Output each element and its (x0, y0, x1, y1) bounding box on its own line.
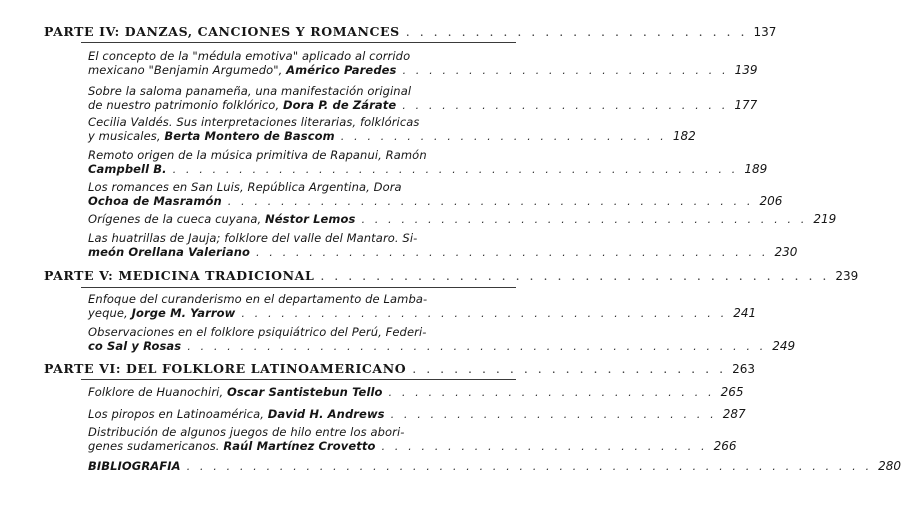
entry-author: Néstor Lemos (265, 212, 356, 226)
dot-leader: . . . . . . . . . . . . . . . . . . . . . . . . . (388, 385, 715, 399)
entry-line1: Observaciones en el folklore psiquiátrico del Perú, Federi- (88, 325, 427, 339)
section-rule (81, 287, 516, 288)
page-number: 139 (734, 63, 758, 77)
dot-leader: . . . . . . . . . . . . . . . . . . . . . . . . . . . . . . . . . . . . . . . . (227, 194, 754, 208)
entry-author: Campbell B. (88, 162, 167, 176)
page-number: 230 (774, 245, 798, 259)
toc-entry (88, 407, 746, 421)
toc-entry (88, 231, 798, 259)
toc-entry (88, 459, 901, 473)
entry-author: Dora P. de Zárate (282, 98, 397, 112)
page-number: 249 (772, 339, 796, 353)
page-number: 266 (713, 439, 737, 453)
toc-entry (88, 148, 768, 176)
entry-line1: Las huatrillas de Jauja; folklore del valle del Mantaro. Si- (88, 231, 418, 245)
entry-line1: Cecilia Valdés. Sus interpretaciones literarias, folklóricas (88, 115, 420, 129)
page-number: 137 (753, 25, 777, 39)
entry-line1: Enfoque del curanderismo en el departamento de Lamba- (88, 292, 428, 306)
entry-author: Ochoa de Masramón (88, 194, 222, 208)
toc-entry (88, 115, 696, 143)
dot-leader: . . . . . . . . . . . . . . . . . . . . . . . . . (402, 63, 729, 77)
page-number: 189 (744, 162, 768, 176)
entry-line1: Remoto origen de la música primitiva de Rapanui, Ramón (88, 148, 427, 162)
entry-author: David H. Andrews (267, 407, 385, 421)
entry-title: y musicales, (88, 129, 161, 143)
dot-leader: . . . . . . . . . . . . . . . . . . . . . . . . . . . . . . . . . . . . . (241, 306, 728, 320)
toc-entry (88, 84, 758, 112)
page-number: 241 (733, 306, 757, 320)
entry-author: Oscar Santistebun Tello (226, 385, 383, 399)
bibliography-label: BIBLIOGRAFIA (88, 459, 181, 473)
entry-author: meón Orellana Valeriano (88, 245, 250, 259)
page-number: 177 (734, 98, 758, 112)
page-number: 287 (722, 407, 746, 421)
dot-leader: . . . . . . . . . . . . . . . . . . . . . . . . . (402, 98, 729, 112)
section-heading (44, 268, 859, 283)
entry-line1: Sobre la saloma panameña, una manifestación original (88, 84, 412, 98)
page-number: 265 (720, 385, 744, 399)
page-number: 219 (813, 212, 837, 226)
entry-title: Folklore de Huanochiri, (88, 385, 224, 399)
dot-leader: . . . . . . . . . . . . . . . . . . . . . . . . . . . . . . . . . . . . . . . . . . . . . . . . . . . . (186, 459, 873, 473)
section-title: PARTE V: MEDICINA TRADICIONAL (44, 268, 315, 283)
toc-entry (88, 385, 744, 399)
entry-author: co Sal y Rosas (88, 339, 182, 353)
toc-entry (88, 425, 737, 453)
section-rule (81, 42, 516, 43)
entry-line1: El concepto de la "médula emotiva" aplicado al corrido (88, 49, 411, 63)
entry-author: Raúl Martínez Crovetto (223, 439, 376, 453)
entry-title: genes sudamericanos. (88, 439, 220, 453)
toc-entry (88, 180, 783, 208)
page-number: 182 (672, 129, 696, 143)
dot-leader: . . . . . . . . . . . . . . . . . . . . . . . . . (405, 24, 748, 39)
entry-title: mexicano "Benjamin Argumedo", (88, 63, 283, 77)
section-rule (81, 379, 516, 380)
entry-title: de nuestro patrimonio folklórico, (88, 98, 280, 112)
section-title: PARTE VI: DEL FOLKLORE LATINOAMERICANO (44, 361, 407, 376)
dot-leader: . . . . . . . . . . . . . . . . . . . . . . . . . . . . . . . . . . . . . (320, 268, 830, 283)
dot-leader: . . . . . . . . . . . . . . . . . . . . . . . . . (381, 439, 708, 453)
dot-leader: . . . . . . . . . . . . . . . . . . . . . . . . . (340, 129, 667, 143)
toc-entry (88, 212, 837, 226)
dot-leader: . . . . . . . . . . . . . . . . . . . . . . . (412, 361, 727, 376)
section-heading (44, 361, 755, 376)
entry-title: yeque, (88, 306, 128, 320)
entry-author: Berta Montero de Bascom (164, 129, 335, 143)
entry-line1: Distribución de algunos juegos de hilo entre los abori- (88, 425, 405, 439)
toc-entry (88, 292, 757, 320)
dot-leader: . . . . . . . . . . . . . . . . . . . . . . . . . . . . . . . . . . . . . . . . . . . . (187, 339, 767, 353)
page-number: 206 (759, 194, 783, 208)
toc-entry (88, 49, 758, 77)
dot-leader: . . . . . . . . . . . . . . . . . . . . . . . . . . . . . . . . . . (361, 212, 808, 226)
dot-leader: . . . . . . . . . . . . . . . . . . . . . . . . . . . . . . . . . . . . . . . . . . . (172, 162, 739, 176)
dot-leader: . . . . . . . . . . . . . . . . . . . . . . . . . . . . . . . . . . . . . . . (256, 245, 769, 259)
page-number: 239 (835, 269, 859, 283)
entry-title: Orígenes de la cueca cuyana, (88, 212, 262, 226)
entry-title: Los piropos en Latinoamérica, (88, 407, 265, 421)
entry-author: Américo Paredes (286, 63, 397, 77)
entry-line1: Los romances en San Luis, República Argentina, Dora (88, 180, 402, 194)
page-number: 263 (732, 362, 755, 376)
toc-entry (88, 325, 796, 353)
dot-leader: . . . . . . . . . . . . . . . . . . . . . . . . . (390, 407, 717, 421)
section-heading (44, 24, 777, 39)
entry-author: Jorge M. Yarrow (131, 306, 236, 320)
section-title: PARTE IV: DANZAS, CANCIONES Y ROMANCES (44, 24, 400, 39)
page-number: 280 (878, 459, 901, 473)
